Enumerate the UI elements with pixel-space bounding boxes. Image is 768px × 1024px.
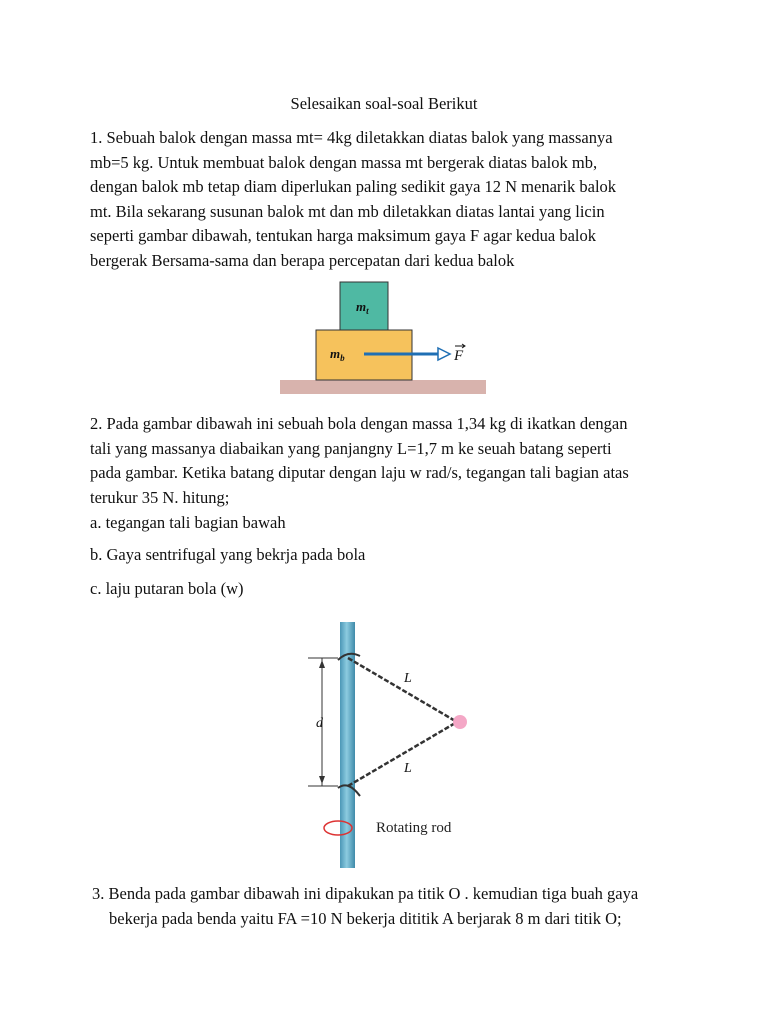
q2-item-a: a. tegangan tali bagian bawah	[90, 513, 286, 532]
d-arrow-top	[319, 660, 325, 668]
question-2-text	[90, 412, 690, 510]
question-3-text	[92, 882, 692, 931]
q1-line: mt. Bila sekarang susunan balok mt dan mb diletakkan diatas lantai yang licin	[90, 201, 605, 221]
q1-line: 1. Sebuah balok dengan massa mt= 4kg diletakkan diatas balok yang massanya	[90, 128, 613, 147]
q2-line: 2. Pada gambar dibawah ini sebuah bola dengan massa 1,34 kg di ikatkan dengan	[90, 414, 628, 433]
blocks-figure	[280, 280, 490, 396]
q2-item-b: b. Gaya sentrifugal yang bekrja pada bola	[90, 545, 366, 564]
rotating-rod-figure	[300, 620, 470, 870]
page-title: Selesaikan soal-soal Berikut	[290, 94, 478, 113]
q1-line: bergerak Bersama-sama dan berapa percepatan dari kedua balok	[90, 250, 515, 270]
upper-string	[348, 658, 457, 722]
q2-line: terukur 35 N. hitung;	[90, 487, 230, 507]
rotating-rod-caption: Rotating rod	[376, 820, 452, 836]
q2-line: pada gambar. Ketika batang diputar dengan laju w rad/s, tegangan tali bagian atas	[90, 463, 629, 482]
q2-line: tali yang massanya diabaikan yang panjangny L=1,7 m ke seuah batang seperti	[90, 438, 612, 458]
lower-L-label: L	[404, 761, 412, 776]
q2-item-c: c. laju putaran bola (w)	[90, 579, 244, 598]
d-label: d	[316, 716, 323, 731]
force-label: F	[454, 348, 464, 364]
bottom-block-label: $m_b$	[330, 346, 345, 363]
question-1-text	[90, 126, 690, 273]
lower-string	[348, 722, 457, 786]
q1-line: mb=5 kg. Untuk membuat balok dengan massa mt bergerak diatas balok mb,	[90, 152, 598, 172]
q1-line: seperti gambar dibawah, tentukan harga maksimum gaya F agar kedua balok	[90, 226, 596, 245]
top-block-label: $m_t$	[356, 299, 369, 316]
q1-line: dengan balok mb tetap diam diperlukan paling sedikit gaya 12 N menarik balok	[90, 177, 617, 196]
q3-line: 3. Benda pada gambar dibawah ini dipakukan pa titik O . kemudian tiga buah gaya	[92, 884, 639, 903]
force-arrow-head	[438, 348, 450, 360]
upper-L-label: L	[404, 671, 412, 686]
ball	[453, 715, 467, 729]
floor	[280, 380, 486, 394]
q3-line: bekerja pada benda yaitu FA =10 N bekerja dititik A berjarak 8 m dari titik O;	[109, 908, 622, 928]
d-arrow-bottom	[319, 776, 325, 784]
